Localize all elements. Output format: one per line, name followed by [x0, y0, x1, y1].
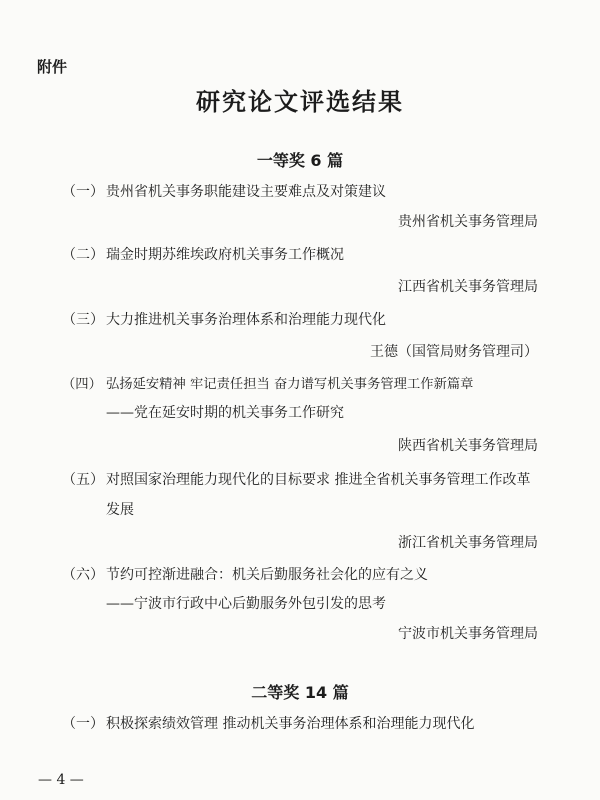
page-number: — 4 — — [38, 772, 84, 788]
attachment-label: 附件 — [37, 58, 68, 76]
entry-title-text: 贵州省机关事务职能建设主要难点及对策建议 — [106, 184, 386, 200]
entry-number: （三） — [62, 312, 104, 328]
first-prize-entry-6-subtitle: ——宁波市行政中心后勤服务外包引发的思考 — [106, 596, 386, 612]
entry-title-text: 节约可控渐进融合：机关后勤服务社会化的应有之义 — [106, 567, 428, 583]
first-prize-entry-4-title — [62, 371, 542, 399]
entry-title-text: 大力推进机关事务治理体系和治理能力现代化 — [106, 312, 386, 328]
first-prize-entry-6-org: 宁波市机关事务管理局 — [398, 626, 538, 642]
second-prize-entry-1-title — [62, 710, 542, 738]
first-prize-entry-4-org: 陕西省机关事务管理局 — [398, 438, 538, 454]
page-title: 研究论文评选结果 — [196, 88, 404, 116]
first-prize-entry-4-subtitle: ——党在延安时期的机关事务工作研究 — [106, 405, 344, 421]
entry-number: （四） — [62, 377, 102, 392]
entry-number: （一） — [62, 716, 104, 732]
first-prize-entry-6-title — [62, 561, 542, 589]
first-prize-heading: 一等奖 6 篇 — [256, 151, 344, 170]
entry-title-text: 积极探索绩效管理 推动机关事务治理体系和治理能力现代化 — [106, 716, 475, 732]
first-prize-entry-2-org: 江西省机关事务管理局 — [398, 279, 538, 295]
entry-number: （一） — [62, 184, 104, 200]
entry-number: （六） — [62, 567, 104, 583]
first-prize-entry-2-title — [62, 241, 542, 269]
first-prize-entry-3-org: 王德（国管局财务管理司） — [370, 344, 538, 360]
entry-title-text: 弘扬延安精神 牢记责任担当 奋力谱写机关事务管理工作新篇章 — [106, 377, 474, 392]
entry-number: （五） — [62, 472, 104, 488]
entry-title-text: 对照国家治理能力现代化的目标要求 推进全省机关事务管理工作改革发展 — [106, 472, 531, 518]
entry-number: （二） — [62, 247, 104, 263]
first-prize-entry-1-title — [62, 178, 542, 206]
first-prize-entry-3-title — [62, 306, 542, 334]
second-prize-heading: 二等奖 14 篇 — [251, 683, 349, 702]
first-prize-entry-5-org: 浙江省机关事务管理局 — [398, 535, 538, 551]
first-prize-entry-5-title — [62, 465, 540, 525]
first-prize-entry-1-org: 贵州省机关事务管理局 — [398, 214, 538, 230]
entry-title-text: 瑞金时期苏维埃政府机关事务工作概况 — [106, 247, 344, 263]
